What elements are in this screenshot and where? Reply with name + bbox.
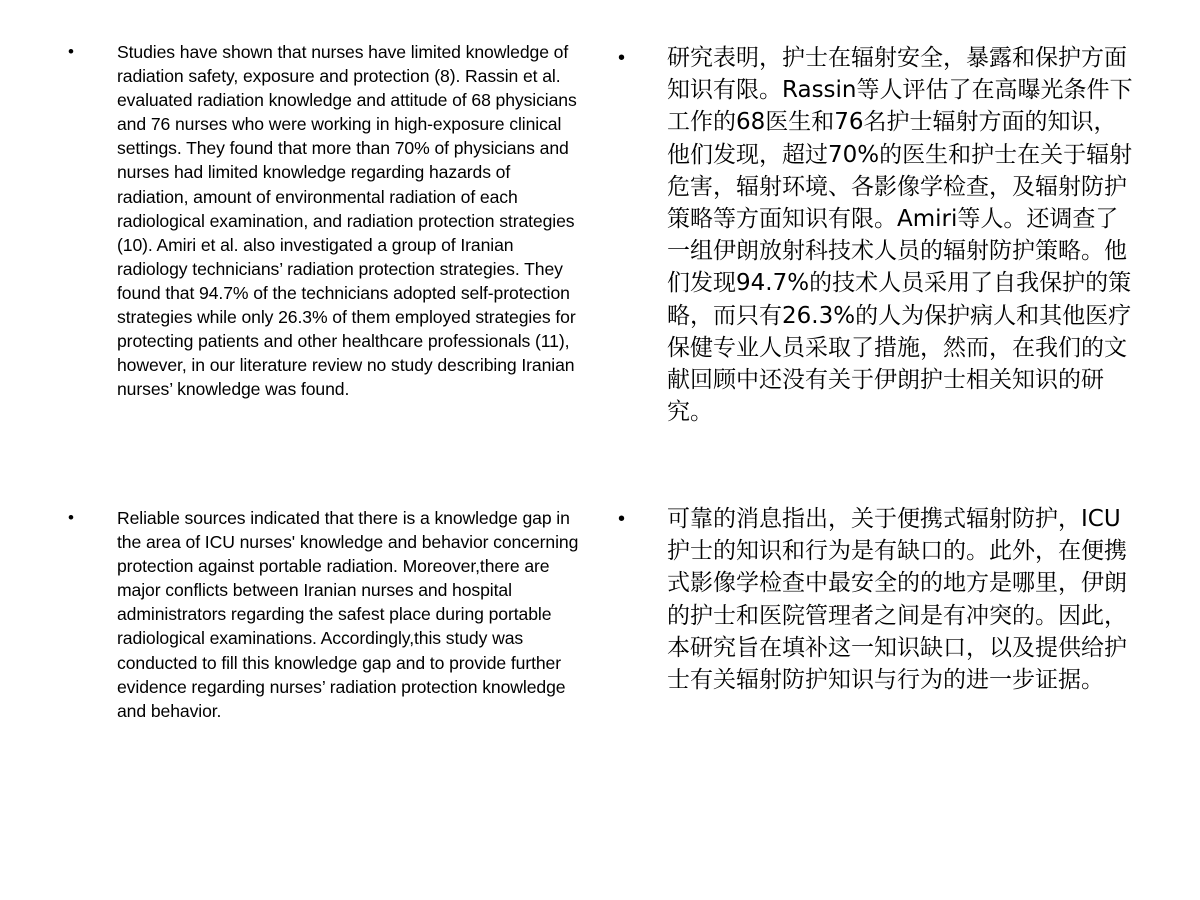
bullet-marker: • <box>68 508 74 527</box>
bullet-marker: • <box>618 508 626 530</box>
chinese-paragraph-1: 研究表明，护士在辐射安全，暴露和保护方面知识有限。Rassin等人评估了在高曝光条件下工作的68医生和76名护士辐射方面的知识，他们发现，超过70%的医生和护士在关于辐射危害，辐射环境、各影像学检查，及辐射防护策略等方面知识有限。Amiri等人。还调查了一组伊朗放射科技术人员的辐射防护策略。他们发现94.7%的技术人员采用了自我保护的策略，而只有26.3%的人为保护病人和其他医疗保健专业人员采取了措施，然而，在我们的文献回顾中还没有关于伊朗护士相关知识的研究。 <box>667 45 1133 426</box>
bullet-marker: • <box>68 42 74 61</box>
chinese-paragraph-2: 可靠的消息指出，关于便携式辐射防护，ICU护士的知识和行为是有缺口的。此外，在便携式影像学检查中最安全的的地方是哪里，伊朗的护士和医院管理者之间是有冲突的。因此，本研究旨在填补这一知识缺口，以及提供给护士有关辐射防护知识与行为的进一步证据。 <box>667 506 1127 694</box>
english-paragraph-2: Reliable sources indicated that there is a knowledge gap in the area of ICU nurses' knowledge and behavior concerning protection against portable radiation. Moreover,there are major conflicts between Iranian nurses and hospital administrators regarding the safest place during portable radiological examinations. Accordingly,this study was conducted to fill this knowledge gap and to provide further evidence regarding nurses’ radiation protection knowledge and behavior. <box>117 508 579 721</box>
bullet-marker: • <box>618 47 626 69</box>
english-paragraph-1: Studies have shown that nurses have limited knowledge of radiation safety, exposure and protection (8). Rassin et al. evaluated radiation knowledge and attitude of 68 physicians and 76 nurses who were working in high-exposure clinical settings. They found that more than 70% of physicians and nurses had limited knowledge regarding hazards of radiation, amount of environmental radiation of each radiological examination, and radiation protection strategies (10). Amiri et al. also investigated a group of Iranian radiology technicians’ radiation protection strategies. They found that 94.7% of the technicians adopted self-protection strategies while only 26.3% of them employed strategies for protecting patients and other healthcare professionals (11), however, in our literature review no study describing Iranian nurses’ knowledge was found. <box>117 42 577 400</box>
